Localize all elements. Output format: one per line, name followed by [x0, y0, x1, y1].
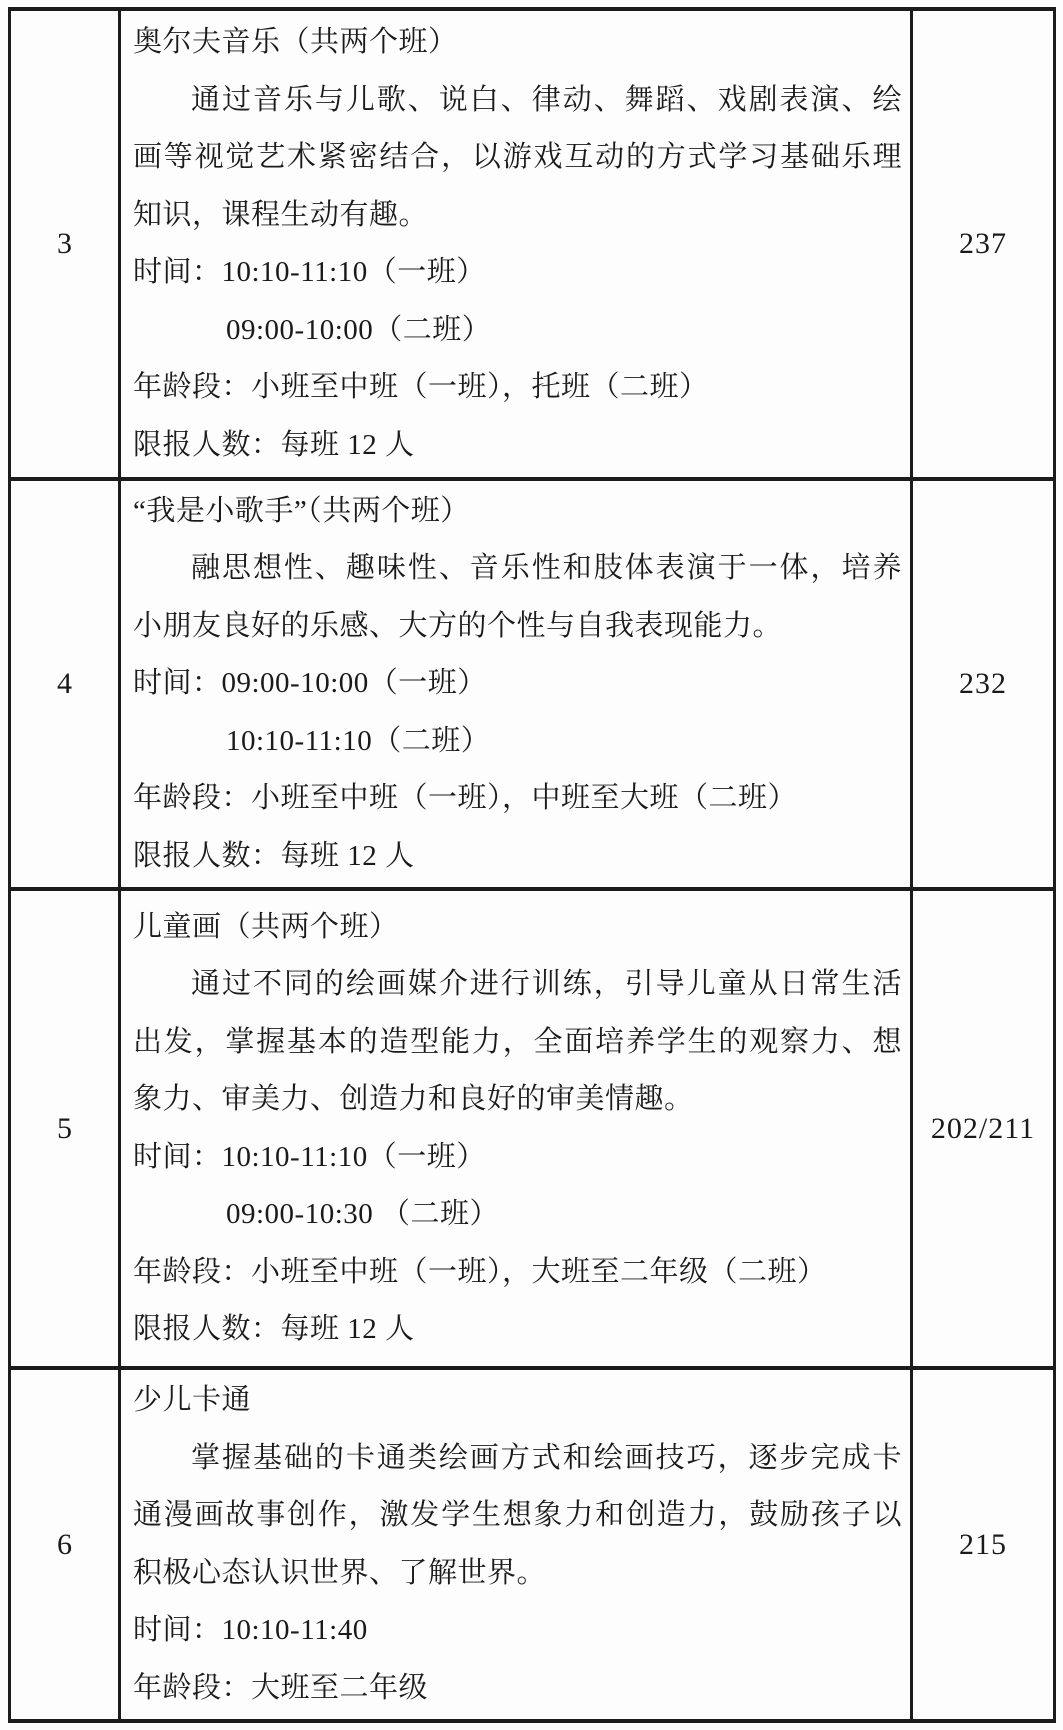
- course-title: 儿童画（共两个班）: [133, 910, 399, 943]
- course-schedule-table: [8, 7, 1056, 1723]
- course-description-line: 通过音乐与儿歌、说白、律动、舞蹈、戏剧表演、绘: [191, 83, 902, 116]
- course-info-cell: [121, 1370, 913, 1719]
- course-description-line: 积极心态认识世界、了解世界。: [133, 1556, 547, 1589]
- course-description-line: 通漫画故事创作，激发学生想象力和创造力，鼓励孩子以: [133, 1499, 902, 1531]
- course-description-line: 知识，课程生动有趣。: [133, 198, 429, 231]
- time-line-2: 09:00-10:00（二班）: [226, 313, 492, 346]
- course-description-line: 象力、审美力、创造力和良好的审美情趣。: [133, 1083, 694, 1115]
- row-index-cell: 4: [11, 481, 121, 887]
- time-line: 时间：10:10-11:40: [133, 1614, 368, 1646]
- course-description-line: 出发，掌握基本的造型能力，全面培养学生的观察力、想: [133, 1025, 902, 1058]
- time-line-2: 09:00-10:30 （二班）: [226, 1198, 500, 1230]
- time-line: 时间：10:10-11:10（一班）: [133, 1140, 486, 1173]
- course-title: 奥尔夫音乐（共两个班）: [133, 26, 458, 58]
- room-number-cell: 202/211: [930, 1111, 1036, 1145]
- room-number-cell: 237: [959, 227, 1007, 260]
- course-description-line: 画等视觉艺术紧密结合，以游戏互动的方式学习基础乐理: [133, 141, 902, 173]
- time-line-2: 10:10-11:10（二班）: [226, 724, 491, 757]
- course-title: 少儿卡通: [133, 1384, 252, 1416]
- table-row: [11, 891, 1053, 1370]
- course-info-cell: [121, 11, 913, 477]
- room-number-cell: 215: [959, 1527, 1007, 1561]
- table-row: [11, 1370, 1053, 1719]
- time-line: 时间：10:10-11:10（一班）: [133, 256, 486, 288]
- course-description-line: 融思想性、趣味性、音乐性和肢体表演于一体，培养: [191, 552, 902, 585]
- room-number-cell: 232: [959, 667, 1007, 700]
- enrollment-limit-line: 限报人数：每班 12 人: [133, 428, 415, 461]
- age-range-line: 年龄段：小班至中班（一班），大班至二年级（二班）: [133, 1255, 827, 1288]
- course-description-line: 小朋友良好的乐感、大方的个性与自我表现能力。: [133, 609, 783, 642]
- enrollment-limit-line: 限报人数：每班 12 人: [133, 839, 415, 872]
- row-index-cell: 6: [11, 1370, 121, 1719]
- course-description-line: 通过不同的绘画媒介进行训练，引导儿童从日常生活: [191, 968, 902, 1000]
- course-title: “我是小歌手”（共两个班）: [133, 494, 470, 527]
- table-row: [11, 11, 1053, 481]
- age-range-line: 年龄段：小班至中班（一班），中班至大班（二班）: [133, 782, 798, 815]
- enrollment-limit-line: 限报人数：每班 12 人: [133, 1313, 415, 1345]
- course-info-cell: [121, 481, 913, 887]
- row-index-cell: 5: [11, 891, 121, 1366]
- course-description-line: 掌握基础的卡通类绘画方式和绘画技巧，逐步完成卡: [191, 1441, 902, 1474]
- time-line: 时间：09:00-10:00（一班）: [133, 667, 487, 700]
- table-row: [11, 481, 1053, 891]
- row-index-cell: 3: [11, 11, 121, 477]
- age-range-line: 年龄段：小班至中班（一班），托班（二班）: [133, 371, 709, 403]
- age-range-line: 年龄段：大班至二年级: [133, 1671, 429, 1704]
- course-info-cell: [121, 891, 913, 1366]
